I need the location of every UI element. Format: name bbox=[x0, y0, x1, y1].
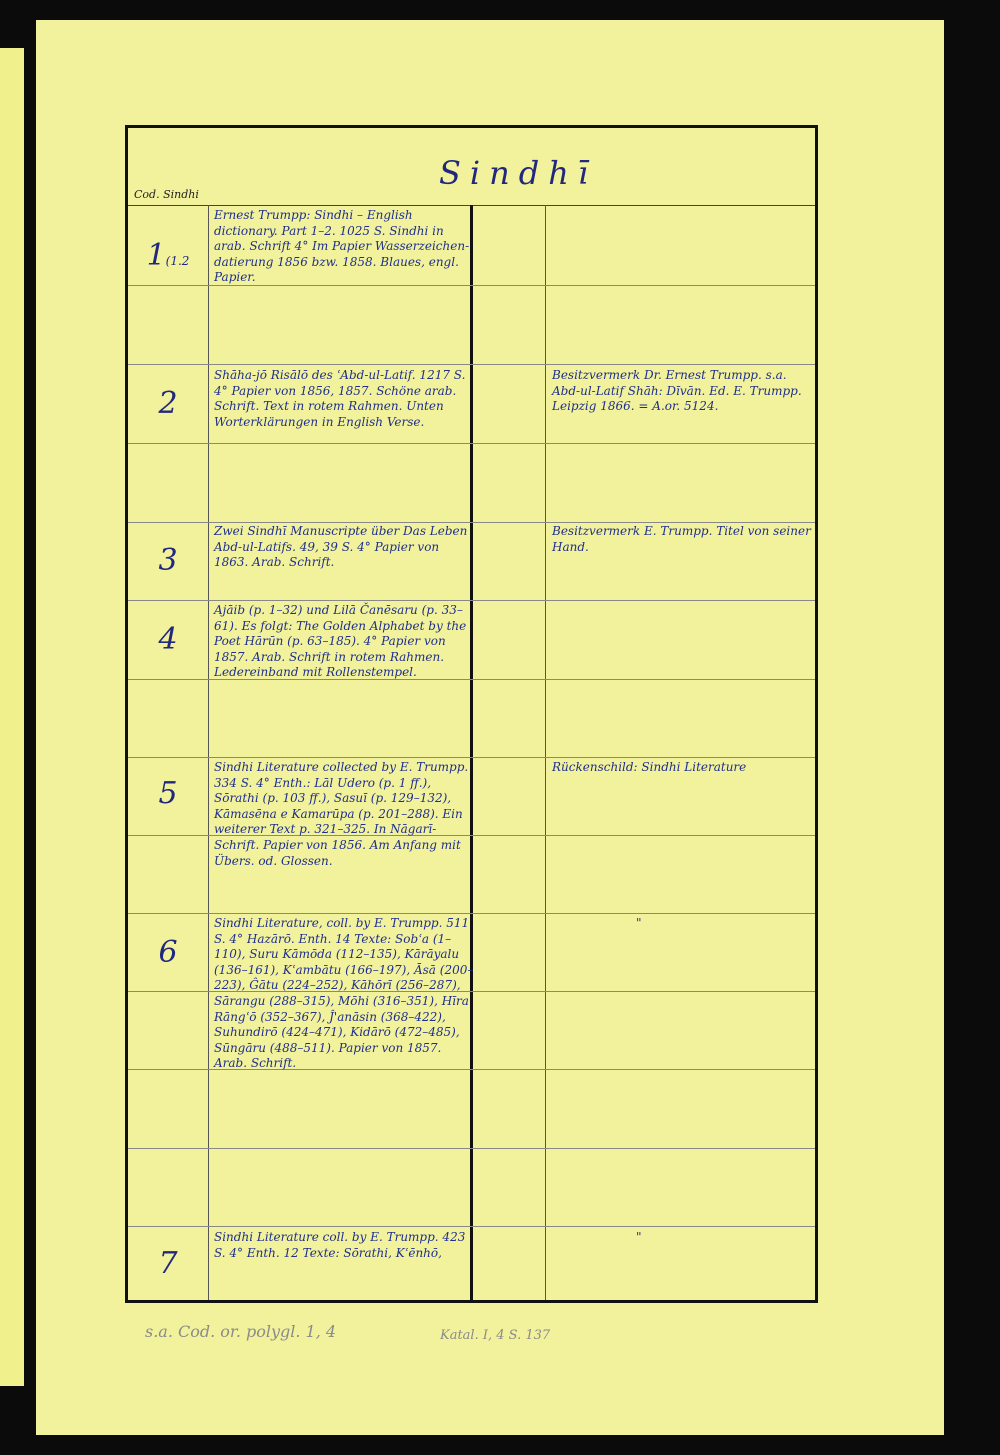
entry-description-4: Ajāib (p. 1–32) und Lilā Čanēsaru (p. 33–61). Es folgt: The Golden Alphabet by the Poet Hārūn (p. 63–185). 4° Papier von 1857. Arab. Schrift in rotem Rahmen. Ledereinband mit Rollenstempel. bbox=[214, 603, 467, 680]
entry-description-7: Sindhi Literature coll. by E. Trumpp. 423 S. 4° Enth. 12 Texte: Sōrathi, Kʿēnhō, bbox=[214, 1230, 466, 1260]
entry-description-1: Ernest Trumpp: Sindhi – English dictionary. Part 1–2. 1025 S. Sindhi in arab. Schrift 4° Im Papier Wasserzeichen-datierung 1856 bzw. 1858. Blaues, engl. Papier. bbox=[214, 208, 470, 285]
pencil-note-left: s.a. Cod. or. polygl. 1, 4 bbox=[145, 1322, 337, 1341]
catalog-table bbox=[125, 125, 818, 1303]
cod-label: Cod. Sindhi bbox=[134, 188, 199, 201]
row-rule bbox=[128, 1226, 815, 1227]
row-rule bbox=[128, 364, 815, 365]
entry-number-3: 3 bbox=[158, 543, 178, 578]
entry-number-4: 4 bbox=[158, 622, 178, 657]
entry-description-5: Sindhi Literature collected by E. Trumpp. 334 S. 4° Enth.: Lāl Udero (p. 1 ff.), Sōrathi (p. 103 ff.), Sasuī (p. 129–132), Kāmasēna e Kamarūpa (p. 201–288). Ein weiterer Text p. 321–325. In Nāgarī-Schrift. Papier von 1856. Am Anfang mit Übers. od. Glossen. bbox=[214, 760, 469, 868]
row-rule bbox=[128, 600, 815, 601]
row-rule bbox=[128, 522, 815, 523]
catalog-title: Sindhī bbox=[438, 154, 598, 192]
entry-description-3: Zwei Sindhī Manuscripte über Das Leben Abd-ul-Latifs. 49, 39 S. 4° Papier von 1863. Arab. Schrift. bbox=[214, 524, 468, 570]
row-rule bbox=[128, 443, 815, 444]
entry-description-2: Shāha-jō Risālō des ʿAbd-ul-Latif. 1217 S. 4° Papier von 1856, 1857. Schöne arab. Schrift. Text in rotem Rahmen. Unten Worterklärungen in English Verse. bbox=[214, 368, 466, 429]
entry-note-5: Rückenschild: Sindhi Literature bbox=[552, 760, 747, 774]
pencil-note-right: Katal. I, 4 S. 137 bbox=[440, 1328, 551, 1343]
entry-note-3: Besitzvermerk E. Trumpp. Titel von seiner Hand. bbox=[552, 524, 811, 554]
entry-number-2: 2 bbox=[158, 386, 178, 421]
entry-number-5: 5 bbox=[158, 776, 178, 811]
entry-note-7: " bbox=[636, 1230, 642, 1244]
column-divider-number bbox=[208, 205, 209, 1300]
entry-number-7: 7 bbox=[158, 1246, 178, 1281]
row-rule bbox=[128, 757, 815, 758]
entry-note-2: Besitzvermerk Dr. Ernest Trumpp. s.a. Abd-ul-Latif Shāh: Dīvān. Ed. E. Trumpp. Leipzig 1866. = A.or. 5124. bbox=[552, 368, 802, 414]
column-divider-note bbox=[545, 205, 546, 1300]
row-rule bbox=[128, 1148, 815, 1149]
entry-note-6: " bbox=[636, 916, 642, 930]
row-rule bbox=[128, 913, 815, 914]
adjacent-page-edge bbox=[0, 48, 24, 1386]
entry-description-6: Sindhi Literature, coll. by E. Trumpp. 511 S. 4° Hazārō. Enth. 14 Texte: Sobʿa (1–110), Suru Kāmōda (112–135), Kārāyalu (136–161), Kʿambātu (166–197), Āsā (200–223), Ĝātu (224–252), Kāhōrī (256–287), Sārangu (288–315), Mōhi (316–351), Hīra Rāngʿō (352–367), Ĵ'anāsin (368–422), Suhundirō (424–471), Kidārō (472–485), Sūngāru (488–511). Papier von 1857. Arab. Schrift. bbox=[214, 916, 474, 1071]
entry-number-6: 6 bbox=[158, 935, 178, 970]
entry-number-1: 1(1.2 bbox=[146, 238, 190, 273]
